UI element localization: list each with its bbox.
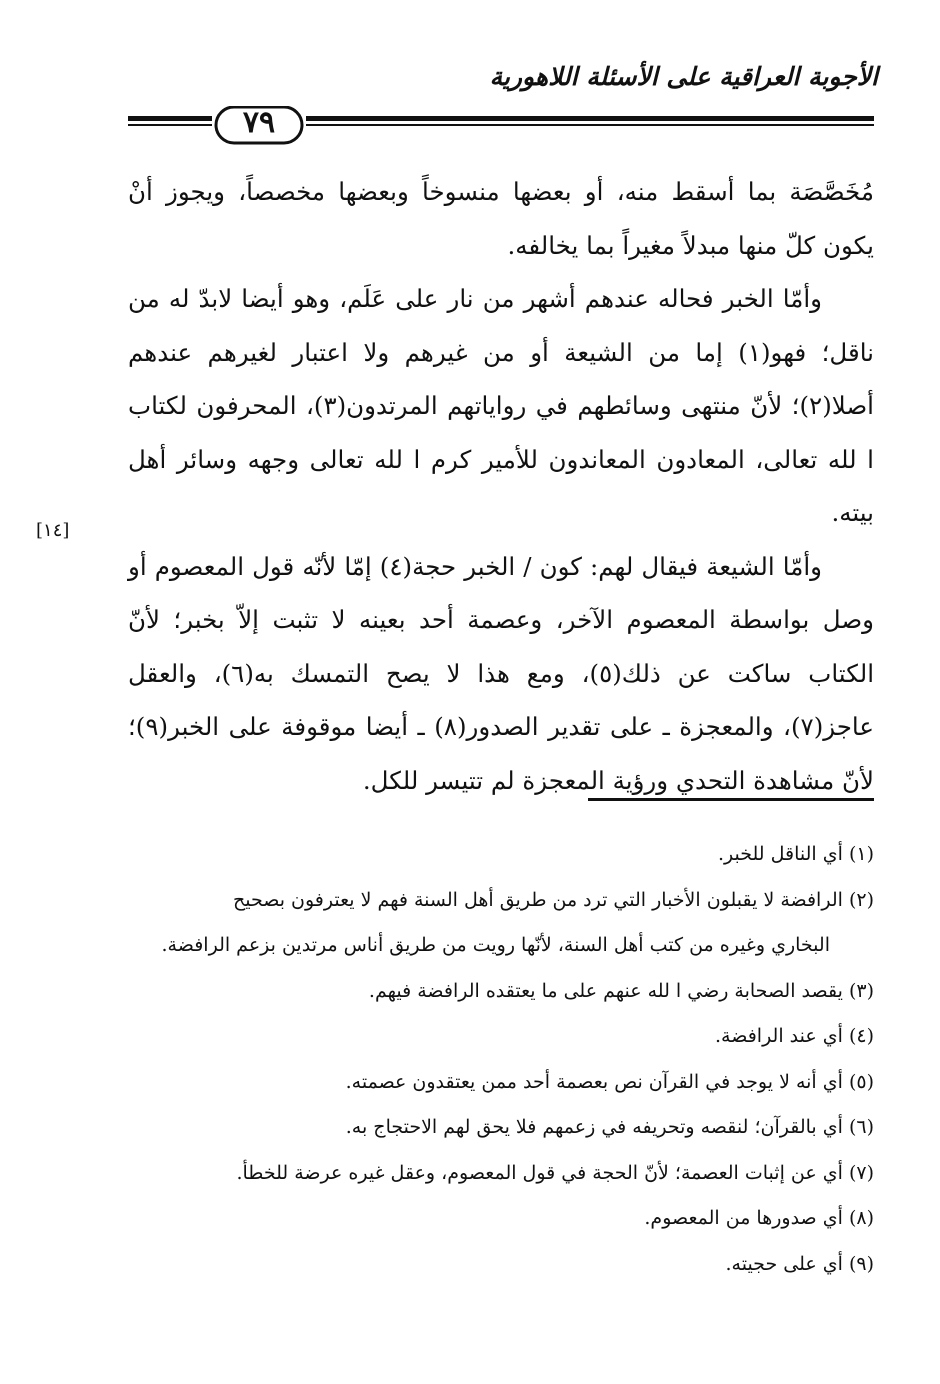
footnote-number: (٣) (848, 979, 874, 1002)
footnote-text: أي صدورها من المعصوم. (644, 1207, 843, 1229)
paragraph: مُخَصَّصَة بما أسقط منه، أو بعضها منسوخاً وبعضها مخصصاً، ويجوز أنْ يكون كلّ منها مبدلاً مغيراً بما يخالفه. (128, 177, 874, 260)
footnote-number: (٩) (848, 1252, 874, 1275)
footnote (128, 1014, 874, 1060)
footnote-text: أي الناقل للخبر. (717, 843, 843, 865)
footnote (128, 878, 874, 969)
footnote-text-continued: البخاري وغيره من كتب أهل السنة، لأنّها رويت من طريق أناس مرتدين بزعم الرافضة. (161, 934, 830, 956)
footnote-number: (٥) (848, 1070, 874, 1093)
footnote-text: أي عند الرافضة. (715, 1025, 843, 1047)
footnote-text: الرافضة لا يقبلون الأخبار التي ترد من طريق أهل السنة فهم لا يعترفون بصحيح (232, 888, 843, 911)
footnote-number: (١) (848, 843, 874, 865)
footnote (128, 1105, 874, 1151)
footnote-number: (٨) (848, 1207, 874, 1229)
footnote-number: (٧) (848, 1161, 874, 1184)
running-title: الأجوبة العراقية على الأسئلة اللاهورية (489, 62, 878, 91)
footnote (128, 832, 874, 878)
footnote-text: أي بالقرآن؛ لنقصه وتحريفه في زعمهم فلا يحق لهم الاحتجاج به. (345, 1116, 843, 1138)
footnote-text: أي عن إثبات العصمة؛ لأنّ الحجة في قول المعصوم، وعقل غيره عرضة للخطأ. (236, 1161, 843, 1184)
footnote (128, 969, 874, 1015)
footnote-number: (٤) (848, 1025, 874, 1047)
page-number: ٧٩ (242, 105, 276, 140)
footnote-text: يقصد الصحابة رضي ا لله عنهم على ما يعتقده الرافضة فيهم. (368, 979, 843, 1002)
main-text (128, 165, 874, 807)
footnote-number: (٦) (848, 1116, 874, 1138)
footnote-text: أي على حجيته. (725, 1252, 843, 1275)
footnote (128, 1196, 874, 1242)
footnote (128, 1151, 874, 1197)
paragraph: وأمّا الشيعة فيقال لهم: كون / الخبر حجة(٤) إمّا لأنّه قول المعصوم أو وصل بواسطة المعصوم الآخر، وعصمة أحد بعينه لا تثبت إلاّ بخبر؛ لأنّ الكتاب ساكت عن ذلك(٥)، ومع هذا لا يصح التمسك به(٦)، والعقل عاجز(٧)، والمعجزة ـ على تقدير الصدور(٨) ـ أيضا موقوفة على الخبر(٩)؛ لأنّ مشاهدة التحدي ورؤية المعجزة لم تتيسر للكل. (128, 551, 875, 795)
footnote-text: أي أنه لا يوجد في القرآن نص بعصمة أحد ممن يعتقدون عصمته. (345, 1070, 843, 1093)
footnote-separator (588, 798, 874, 801)
footnote-number: (٢) (848, 888, 874, 911)
manuscript-folio-marker: [١٤] (36, 520, 70, 541)
footnote (128, 1242, 874, 1288)
paragraph: وأمّا الخبر فحاله عندهم أشهر من نار على عَلَم، وهو أيضا لابدّ له من ناقل؛ فهو(١) إما من الشيعة أو من غيرهم ولا اعتبار لغيرهم عندهم أصلا(٢)؛ لأنّ منتهى وسائطهم في رواياتهم المرتدون(٣)، المحرفون لكتاب ا لله تعالى، المعادون المعاندون للأمير كرم ا لله تعالى وجهه وسائر أهل بيته. (128, 284, 874, 527)
footnotes (128, 832, 874, 1287)
footnote (128, 1060, 874, 1106)
